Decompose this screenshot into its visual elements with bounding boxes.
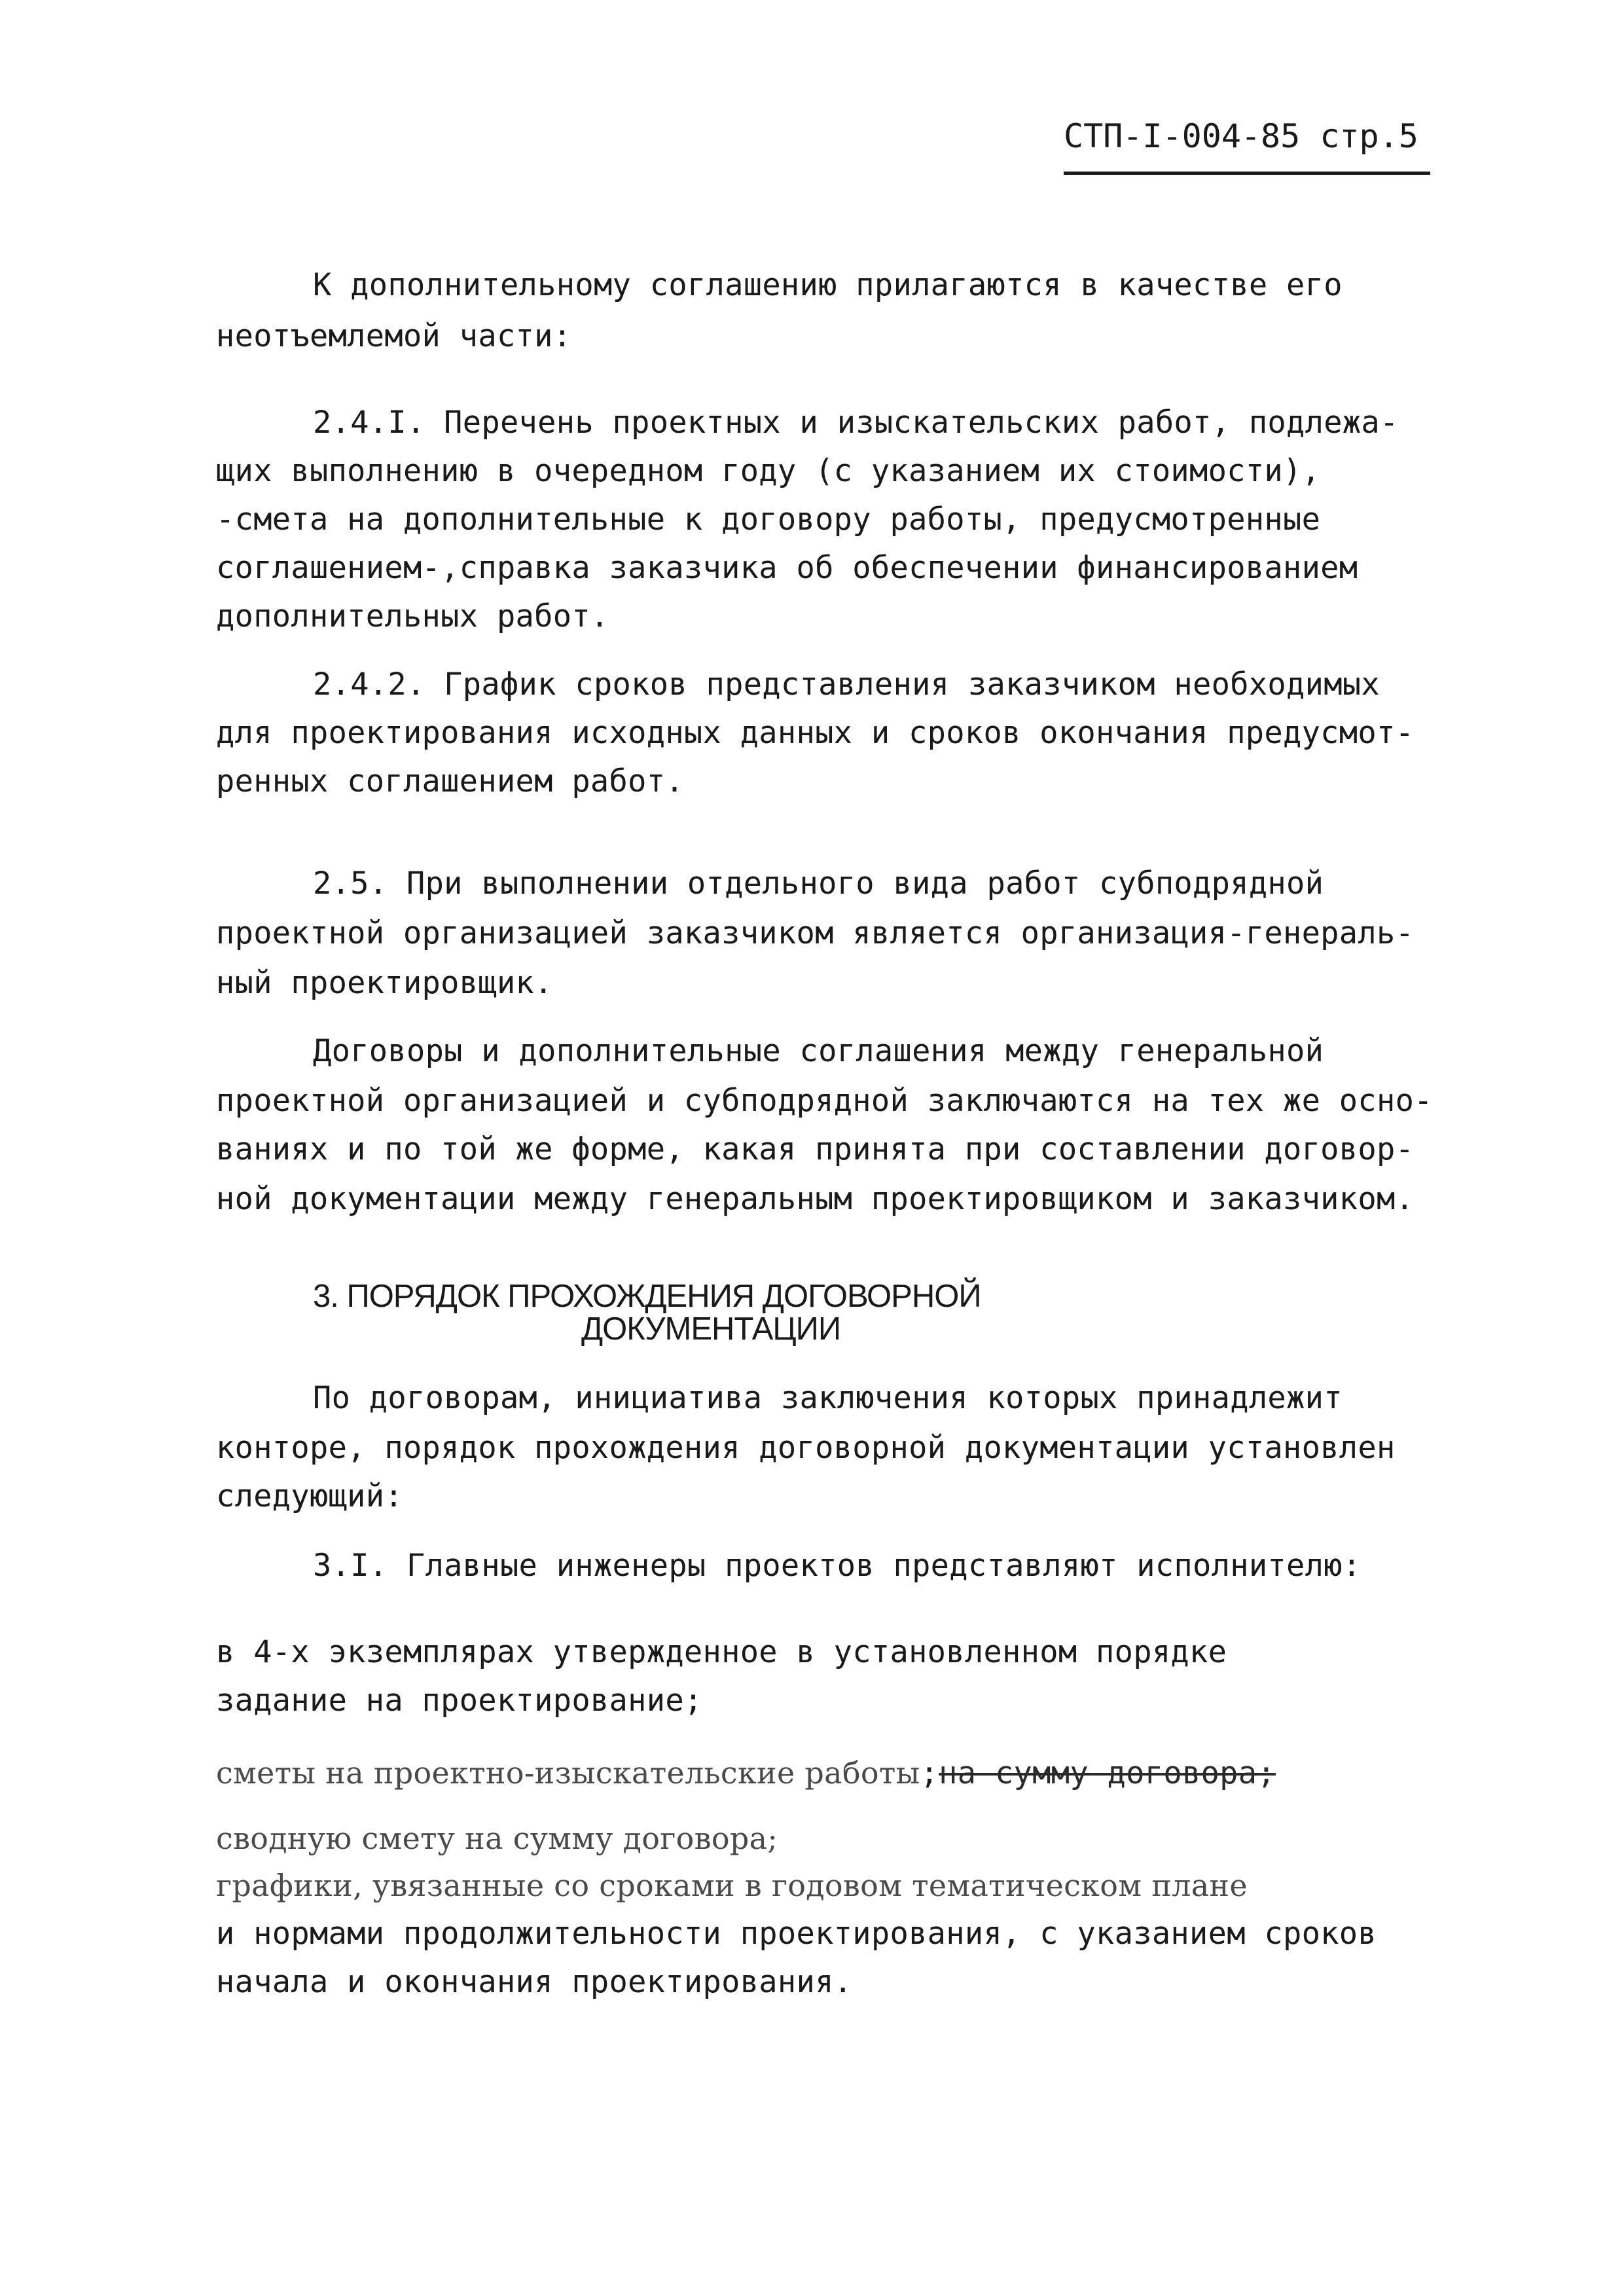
list-item [216,1755,1276,1792]
paragraph-line: 2.4.I. Перечень проектных и изыскательских работ, подлежа- [313,405,1399,441]
paragraph-line: дополнительных работ. [216,598,609,634]
paragraph-line: 2.5. При выполнении отдельного вида работ субподрядной [313,866,1324,902]
paragraph-line: Договоры и дополнительные соглашения между генеральной [313,1033,1324,1069]
paragraph-line: ной документации между генеральным проектировщиком и заказчиком. [216,1181,1415,1217]
paragraph-line: 3.I. Главные инженеры проектов представляют исполнителю: [313,1548,1362,1584]
paragraph-line: По договорам, инициатива заключения которых принадлежит [313,1380,1343,1416]
paragraph-line: -смета на дополнительные к договору работы, предусмотренные [216,501,1321,538]
list-item-continuation: и нормами продолжительности проектирования, с указанием сроков [216,1916,1377,1952]
document-reference: СТП-I-004-85 стр.5 [1064,117,1418,155]
paragraph-line: ный проектировщик. [216,965,553,1001]
paragraph-line: конторе, порядок прохождения договорной документации установлен [216,1430,1396,1466]
header-underline [1064,172,1430,175]
paragraph-line: щих выполнению в очередном году (с указанием их стоимости), [216,453,1321,489]
list-item: в 4-х экземплярах утвержденное в установленном порядке [216,1634,1227,1670]
list-item: графики, увязанные со сроками в годовом тематическом плане [216,1868,1248,1903]
list-item-continuation: задание на проектирование; [216,1683,703,1719]
paragraph-line: следующий: [216,1478,403,1514]
paragraph-line: соглашением-,справка заказчика об обеспечении финансированием [216,550,1358,586]
section-heading: 3. ПОРЯДОК ПРОХОЖДЕНИЯ ДОГОВОРНОЙ [313,1279,981,1314]
list-item-continuation: начала и окончания проектирования. [216,1964,853,2000]
paragraph-line: ваниях и по той же форме, какая принята при составлении договор- [216,1131,1415,1167]
paragraph-line: проектной организацией заказчиком является организация-генераль- [216,915,1415,951]
paragraph-line: К дополнительному соглашению прилагаются в качестве его [313,267,1343,303]
struck-text: на сумму договора; [939,1755,1276,1791]
list-item: сводную смету на сумму договора; [216,1821,778,1856]
paragraph-line: проектной организацией и субподрядной заключаются на тех же осно- [216,1083,1433,1119]
paragraph-line: ренных соглашением работ. [216,763,684,799]
paragraph-line: неотъемлемой части: [216,318,572,354]
section-heading-continuation: ДОКУМЕНТАЦИИ [581,1311,841,1347]
paragraph-line: 2.4.2. График сроков представления заказчиком необходимых [313,666,1380,702]
paragraph-line: для проектирования исходных данных и сроков окончания предусмот- [216,715,1415,751]
inserted-semicolon: ; [920,1755,939,1791]
list-item-text: сметы на проектно-изыскательские работы [216,1755,920,1791]
